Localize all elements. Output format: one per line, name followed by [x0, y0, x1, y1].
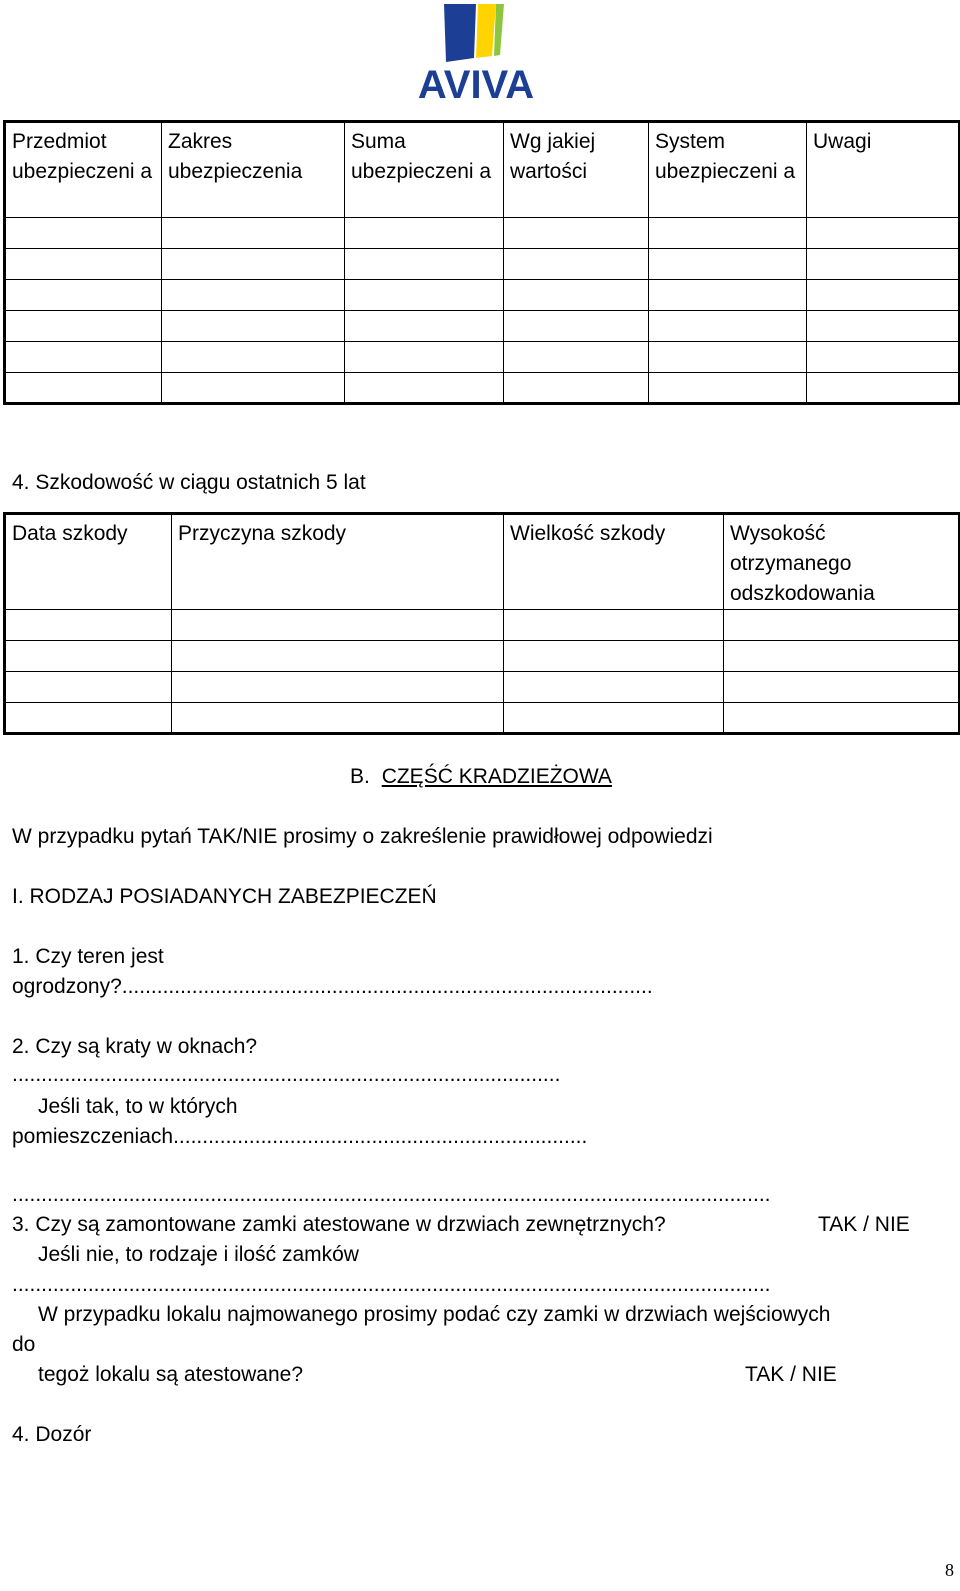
- question-3-rental-text: W przypadku lokalu najmowanego prosimy podać czy zamki w drzwiach wejściowych: [38, 1303, 831, 1326]
- section-i-title: I. RODZAJ POSIADANYCH ZABEZPIECZEŃ: [12, 885, 437, 908]
- table-cell[interactable]: [5, 672, 172, 703]
- table-cell[interactable]: [162, 373, 345, 404]
- table-cell[interactable]: [162, 280, 345, 311]
- table-cell[interactable]: [649, 280, 807, 311]
- table-cell[interactable]: [504, 373, 649, 404]
- table-cell[interactable]: [724, 610, 960, 641]
- table-cell[interactable]: [807, 218, 960, 249]
- question-3-followup: Jeśli nie, to rodzaje i ilość zamków: [38, 1243, 359, 1266]
- header-cell: Wysokość otrzymanego odszkodowania: [724, 514, 960, 610]
- table-cell[interactable]: [345, 249, 504, 280]
- table-cell[interactable]: [5, 342, 162, 373]
- table-cell[interactable]: [172, 641, 504, 672]
- table-cell[interactable]: [172, 672, 504, 703]
- table-row: [5, 249, 960, 280]
- table-header-row: [5, 514, 960, 610]
- table-row: [5, 703, 960, 734]
- table-cell[interactable]: [5, 280, 162, 311]
- table-cell[interactable]: [172, 703, 504, 734]
- header-cell: Uwagi: [807, 122, 960, 218]
- table-cell[interactable]: [724, 703, 960, 734]
- header-cell: Zakres ubezpieczenia: [162, 122, 345, 218]
- table-cell[interactable]: [504, 249, 649, 280]
- answer-line[interactable]: ..................................................................................................................................: [12, 1273, 771, 1296]
- header-cell: Data szkody: [5, 514, 172, 610]
- header-cell: Wg jakiej wartości: [504, 122, 649, 218]
- table-cell[interactable]: [649, 311, 807, 342]
- question-1-label: 1. Czy teren jest: [12, 945, 164, 968]
- table-cell[interactable]: [5, 641, 172, 672]
- table-cell[interactable]: [345, 373, 504, 404]
- table-row: [5, 342, 960, 373]
- part-b-heading: [350, 762, 612, 792]
- part-b-prefix: B.: [350, 765, 370, 788]
- table-cell[interactable]: [504, 610, 724, 641]
- table-cell[interactable]: [504, 641, 724, 672]
- header-cell: Wielkość szkody: [504, 514, 724, 610]
- table-cell[interactable]: [649, 218, 807, 249]
- table-row: [5, 218, 960, 249]
- question-3-rental-question: tegoż lokalu są atestowane?: [38, 1363, 304, 1386]
- question-1-answer-line[interactable]: ogrodzony?...........................................................................................: [12, 975, 653, 998]
- logo-text: AVIVA: [417, 63, 535, 104]
- header-cell: Suma ubezpieczeni a: [345, 122, 504, 218]
- table-cell[interactable]: [5, 311, 162, 342]
- table-cell[interactable]: [504, 311, 649, 342]
- table-cell[interactable]: [724, 641, 960, 672]
- table-cell[interactable]: [5, 218, 162, 249]
- table-row: [5, 311, 960, 342]
- table-cell[interactable]: [504, 280, 649, 311]
- table-cell[interactable]: [724, 672, 960, 703]
- table-cell[interactable]: [807, 249, 960, 280]
- table-cell[interactable]: [504, 218, 649, 249]
- table-cell[interactable]: [162, 342, 345, 373]
- table-cell[interactable]: [504, 342, 649, 373]
- table-cell[interactable]: [162, 218, 345, 249]
- question-2-rooms-line[interactable]: pomieszczeniach.......................................................................: [12, 1125, 588, 1148]
- question-3-rental-text-cont: do: [12, 1333, 36, 1356]
- question-3-yes-no[interactable]: TAK / NIE: [818, 1213, 910, 1236]
- table-cell[interactable]: [807, 373, 960, 404]
- table-cell[interactable]: [5, 703, 172, 734]
- table-cell[interactable]: [345, 280, 504, 311]
- table-cell[interactable]: [172, 610, 504, 641]
- table-cell[interactable]: [162, 249, 345, 280]
- header-cell: System ubezpieczeni a: [649, 122, 807, 218]
- table-cell[interactable]: [649, 342, 807, 373]
- question-3-label: 3. Czy są zamontowane zamki atestowane w drzwiach zewnętrznych?: [12, 1213, 666, 1236]
- header-cell: Przyczyna szkody: [172, 514, 504, 610]
- table-row: [5, 672, 960, 703]
- damages-table: [3, 512, 960, 735]
- question-3-rental-yes-no[interactable]: TAK / NIE: [745, 1363, 837, 1386]
- answer-line[interactable]: ..................................................................................................................................: [12, 1183, 771, 1206]
- section-4-title: 4. Szkodowość w ciągu ostatnich 5 lat: [12, 471, 366, 494]
- table-cell[interactable]: [5, 373, 162, 404]
- table-cell[interactable]: [649, 249, 807, 280]
- table-cell[interactable]: [807, 342, 960, 373]
- table-cell[interactable]: [807, 311, 960, 342]
- table-header-row: [5, 122, 960, 218]
- table-row: [5, 280, 960, 311]
- table-cell[interactable]: [807, 280, 960, 311]
- question-4-label: 4. Dozór: [12, 1423, 92, 1446]
- instruction-text: W przypadku pytań TAK/NIE prosimy o zakreślenie prawidłowej odpowiedzi: [12, 825, 713, 848]
- table-row: [5, 641, 960, 672]
- page-number: 8: [945, 1560, 954, 1580]
- insurance-table: [3, 120, 960, 405]
- table-cell[interactable]: [345, 311, 504, 342]
- table-cell[interactable]: [345, 218, 504, 249]
- table-cell[interactable]: [162, 311, 345, 342]
- aviva-logo: [404, 0, 548, 104]
- table-cell[interactable]: [504, 703, 724, 734]
- table-cell[interactable]: [345, 342, 504, 373]
- question-2-answer-line[interactable]: ..............................................................................................: [12, 1063, 561, 1086]
- table-cell[interactable]: [5, 610, 172, 641]
- header-cell: Przedmiot ubezpieczeni a: [5, 122, 162, 218]
- question-2-label: 2. Czy są kraty w oknach?: [12, 1035, 258, 1058]
- table-cell[interactable]: [5, 249, 162, 280]
- table-row: [5, 373, 960, 404]
- table-cell[interactable]: [504, 672, 724, 703]
- table-row: [5, 610, 960, 641]
- table-cell[interactable]: [649, 373, 807, 404]
- question-2-followup: Jeśli tak, to w których: [38, 1095, 238, 1118]
- part-b-title: CZĘŚĆ KRADZIEŻOWA: [381, 765, 612, 788]
